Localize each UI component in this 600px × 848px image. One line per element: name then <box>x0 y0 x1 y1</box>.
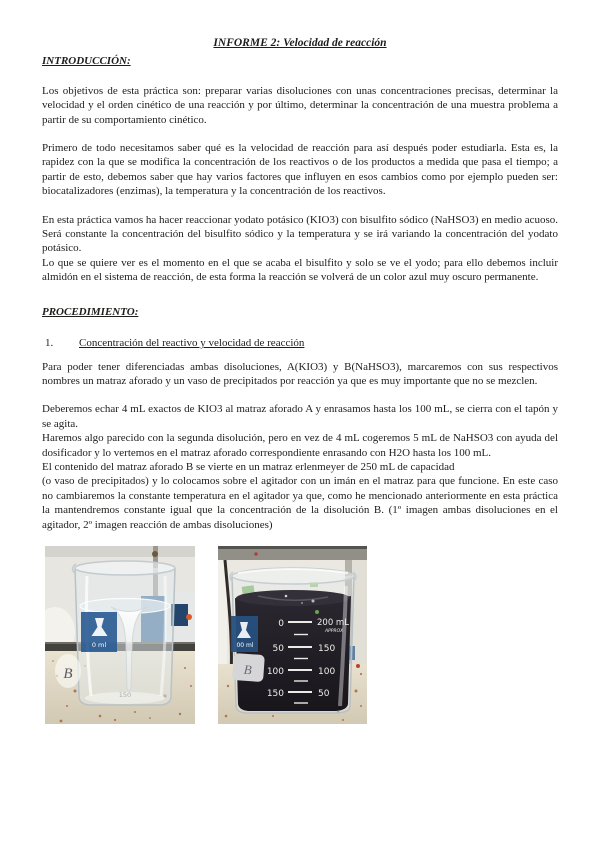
photo-beaker-reaction <box>218 546 367 724</box>
figure-row <box>45 546 558 724</box>
scale-left-150: 150 <box>266 688 284 699</box>
beaker-dark <box>230 568 360 713</box>
introduccion-heading: INTRODUCCIÓN: <box>42 55 131 68</box>
handwritten-label: B <box>63 665 73 682</box>
document-content <box>42 36 558 724</box>
scale-right-50: 50 <box>318 688 330 699</box>
procedure-step-1 <box>42 336 558 350</box>
intro-paragraph-2: Primero de todo necesitamos saber qué es la velocidad de reacción para así después poder estudiarla. Esta es, la rapidez con la que se modifica la concentración de los reactivos o de los productos a medida que pasa el tiempo; a partir de esto, debemos saber que hay varios factores que influyen en esos cambios como por ejemplo pueden ser: biocatalizadores (enzimas), la temperatura y la concentración de los reactivos. <box>42 142 558 198</box>
step-number: 1. <box>45 337 54 350</box>
proc-paragraph-3: Haremos algo parecido con la segunda disolución, pero en vez de 4 mL cogeremos 5 mL de NaHSO3 con ayuda del dosificador y lo vertemos en el matraz aforado correspondiente enrasando con H2O hasta los 100 mL. <box>42 432 558 459</box>
beaker-brand-label <box>231 616 258 652</box>
faint-graduation: 150 <box>118 690 132 699</box>
proc-paragraph-1: Para poder tener diferenciadas ambas disoluciones, A(KIO3) y B(NaHSO3), marcaremos con sus respectivos nombres un matraz aforado y un vaso de precipitados por reacción ya que es muy importante que no se mezclen. <box>42 360 558 387</box>
scale-left-50: 50 <box>272 643 284 654</box>
proc-paragraph-5: (o vaso de precipitados) y lo colocamos sobre el agitador con un imán en el matraz para que funcione. En este caso no cambiaremos la constante temperatura en el agitador ya que, como he mencionado anteriormente en esta práctica la mantendremos constante igual que la concentración de la disolución B. (1º imagen ambas disoluciones en el agitador, 2º imagen reacción de ambas disoluciones) <box>42 475 558 531</box>
handwritten-label: B <box>243 661 253 678</box>
intro-paragraph-3: En esta práctica vamos ha hacer reaccionar yodato potásico (KIO3) con bisulfito sódico (NaHSO3) en medio acuoso. Será constante la concentración del bisulfito sódico y la temperatura y se irá variando la concentración del yodato potásico. <box>42 213 558 255</box>
intro-paragraph-4: Lo que se quiere ver es el momento en el que se acaba el bisulfito y solo se ve el yodo; para ello debemos incluir almidón en el sistema de reacción, de esta forma la reacción se volverá de un color azul muy oscuro permanente. <box>42 256 558 284</box>
photo-beaker-stirring <box>45 546 195 724</box>
scale-right-150: 150 <box>318 643 336 654</box>
volume-marking: 00 ml <box>236 641 254 649</box>
scale-left-0: 0 <box>278 618 284 629</box>
intro-paragraph-1: Los objetivos de esta práctica son: preparar varias disoluciones con unas concentraciones precisas, determinar la velocidad y el orden cinético de una reacción y por último, determinar la concentración de una muestra problema a partir de su comportamiento cinético. <box>42 84 558 126</box>
proc-paragraph-2: Deberemos echar 4 mL exactos de KIO3 al matraz aforado A y enrasamos hasta los 100 mL, se cierra con el tapón y se agita. <box>42 403 558 430</box>
volume-marking: 0 ml <box>91 640 107 649</box>
scale-right-100: 100 <box>318 666 336 677</box>
page-title: INFORME 2: Velocidad de reacción <box>213 37 387 49</box>
sticker-label <box>232 653 265 682</box>
approx-label: APPROX <box>325 628 344 634</box>
scale-left-100: 100 <box>266 666 284 677</box>
beaker-brand-label <box>81 612 117 652</box>
procedimiento-heading: PROCEDIMIENTO: <box>42 305 139 318</box>
scale-right-200: 200 mL <box>317 617 349 628</box>
proc-paragraph-4: El contenido del matraz aforado B se vierte en un matraz erlenmeyer de 250 mL de capacidad <box>42 460 455 473</box>
step-title: Concentración del reactivo y velocidad de reacción <box>79 337 305 350</box>
